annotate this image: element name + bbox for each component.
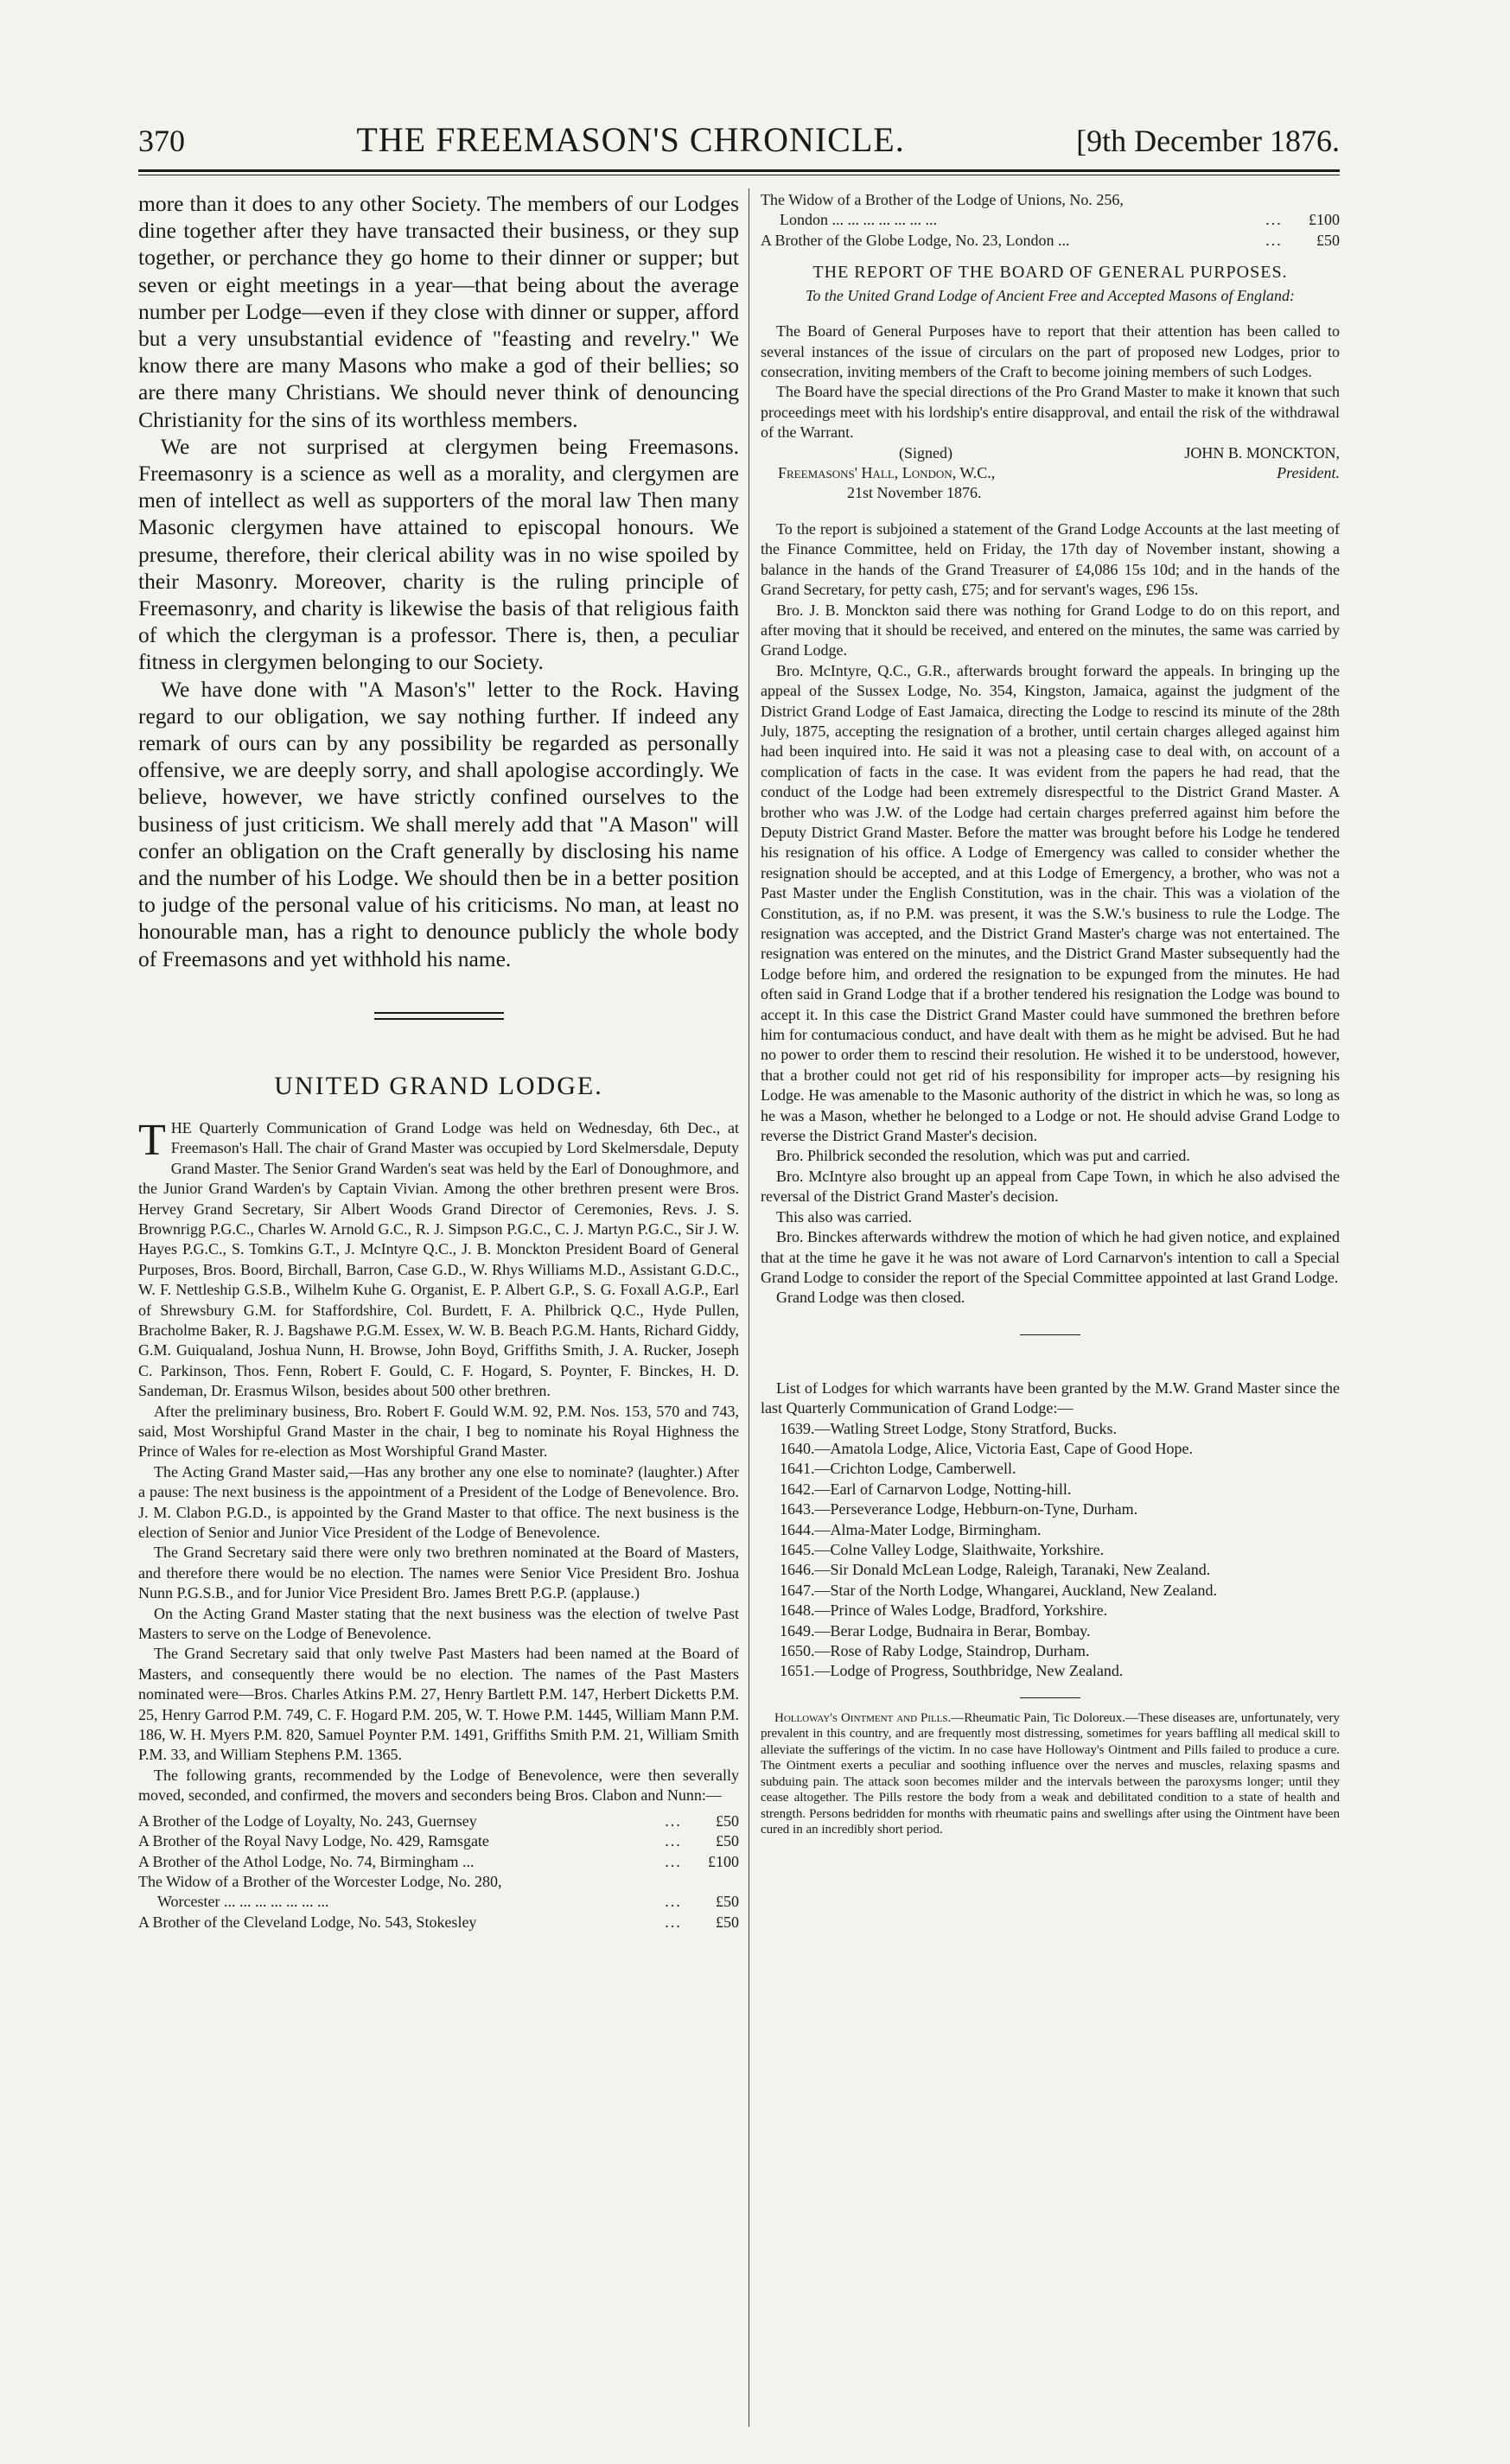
advert-paragraph (761, 1710, 1340, 1838)
proceedings-paragraph: To the report is subjoined a statement of the Grand Lodge Accounts at the last meeting of the Finance Committee, held on Friday, the 17th day of November instant, showing a balance in the hands of the Grand Treasurer of £4,086 15s 10d; and in the hands of the Grand Secretary, for petty cash, £75; and for servant's wages, £96 15s. (761, 519, 1340, 599)
right-column (761, 190, 1340, 1838)
grant-row: The Widow of a Brother of the Worcester Lodge, No. 280, (138, 1872, 502, 1890)
report-paragraph: The Board have the special directions of the Pro Grand Master to make it known that such proceedings meet with his lordship's entire disapproval, and entail the risk of the withdrawal of the Warrant. (761, 383, 1340, 442)
lodge-paragraph: The Grand Secretary said that only twelve Past Masters had been named at the Board of Masters, and consequently there would be no election. The names of the Past Masters nominated were—Bros. Charles Atkins P.M. 27, Henry Bartlett P.M. 147, Herbert Dicketts P.M. 25, Henry Garrod P.M. 749, C. F. Hogard P.M. 205, W. T. Howe P.M. 1445, William Mann P.M. 186, W. H. Myers P.M. 820, Samuel Poynter P.M. 1491, Griffiths Smith P.M. 21, William Smith P.M. 33, and William Stephens P.M. 1365. (138, 1645, 739, 1764)
lodge-paragraph: The Grand Secretary said there were only two brethren nominated at the Board of Masters, and therefore there would be no election. The names were Senior Vice President Bro. Joshua Nunn P.G.S.B., and for Junior Vice President Bro. James Brett P.G.P. (applause.) (138, 1544, 739, 1602)
list-item: 1648.—Prince of Wales Lodge, Bradford, Yorkshire. (780, 1601, 1108, 1620)
signature-place-line: Freemasons' Hall, London, W.C., President. (778, 464, 1340, 482)
list-item: 1639.—Watling Street Lodge, Stony Stratford, Bucks. (780, 1419, 1118, 1437)
signature-line: (Signed) JOHN B. MONCKTON, (761, 443, 1340, 463)
lodge-first-paragraph: THE Quarterly Communication of Grand Lodge was held on Wednesday, 6th Dec., at Freemason's Hall. The chair of Grand Master was occupied by Lord Skelmersdale, Deputy Grand Master. The Senior Grand Warden's seat was held by the Earl of Donoughmore, and the Junior Grand Warden's by Captain Vivian. Among the other brethren present were Bros. Hervey Grand Secretary, Sir Albert Woods Grand Director of Ceremonies, Revs. J. S. Brownrigg P.G.C., Charles W. Arnold G.C., R. J. Simpson P.G.C., C. J. Martyn P.G.C., Sir J. W. Hayes P.G.C., S. Tomkins G.T., J. McIntyre Q.C., J. B. Monckton President Board of General Purposes, Bros. Boord, Birchall, Barron, Case G.D., W. Rhys Williams M.D., Assistant G.D.C., W. F. Nettleship G.S.B., Wilhelm Kuhe G. Organist, E. P. Albert G.P., S. G. Foxall A.G.P., Earl of Shrewsbury G.M. for Staffordshire, Col. Burdett, F. A. Philbrick Q.C., Hyde Pullen, Bracholme Baker, R. J. Bagshawe P.G.M. Essex, W. W. B. Beach P.G.M. Hants, Richard Giddy, G.M. Guiqualand, Joshua Nunn, H. Browse, John Boyd, Griffiths Smith, J. A. Rucker, Joseph C. Parkinson, Thos. Fenn, Robert F. Gould, C. F. Hogard, S. Poynter, F. Binckes, H. D. Sandeman, Dr. Erasmus Wilson, besides about 500 other brethren. (138, 1115, 739, 1400)
list-item: 1646.—Sir Donald McLean Lodge, Raleigh, Taranaki, New Zealand. (780, 1561, 1211, 1579)
grant-row: The Widow of a Brother of the Lodge of Unions, No. 256, (761, 191, 1124, 208)
list-item: 1642.—Earl of Carnarvon Lodge, Notting-hill. (780, 1480, 1072, 1498)
grand-lodge-report (138, 1115, 739, 1932)
lodge-list (761, 1419, 1340, 1682)
left-column (138, 190, 739, 1932)
signature-date: 21st November 1876. (847, 484, 982, 502)
list-item: 1641.—Crichton Lodge, Camberwell. (780, 1460, 1016, 1478)
list-item: 1650.—Rose of Raby Lodge, Staindrop, Durham. (780, 1642, 1090, 1659)
editorial-paragraph: more than it does to any other Society. The members of our Lodges dine together after they have transacted their business, or they sup together, or perchance they go home to their dinner or supper; but seven or eight meetings in a year—that being about the average number per Lodge—even if they close with dinner or supper, afford but a very unsubstantial evidence of "feasting and revelry." We know there are many Masons who make a god of their bellies; so are there many Christians. We should never think of denouncing Christianity for the sins of its worthless members. (138, 191, 739, 432)
proceedings-paragraph: Bro. Binckes afterwards withdrew the motion of which he had given notice, and explained that at the time he gave it he was not aware of Lord Carnarvon's intention to call a Special Grand Lodge to consider the report of the Special Committee appointed at last Grand Lodge. (761, 1228, 1340, 1286)
grant-row: A Brother of the Athol Lodge, No. 74, Birmingham ... ... £100 (138, 1852, 739, 1870)
lodge-list-intro: List of Lodges for which warrants have been granted by the M.W. Grand Master since the last Quarterly Communication of Grand Lodge:— (761, 1378, 1340, 1417)
lodge-paragraph: The Acting Grand Master said,—Has any brother any one else to nominate? (laughter.) After a pause: The next business is the appointment of a President of the Lodge of Benevolence. Bro. J. M. Clabon P.G.D., is appointed by the Grand Master to that office. The next business is the election of Senior and Junior Vice President of the Lodge of Benevolence. (138, 1462, 739, 1542)
list-item: 1640.—Amatola Lodge, Alice, Victoria East, Cape of Good Hope. (780, 1439, 1193, 1457)
lodge-paragraph: The following grants, recommended by the Lodge of Benevolence, were then severally moved, seconded, and confirmed, the movers and seconders being Bros. Clabon and Nunn:— (138, 1766, 739, 1805)
list-item: 1649.—Berar Lodge, Budnaira in Berar, Bombay. (780, 1621, 1091, 1639)
grant-row: Worcester ... ... ... ... ... ... ... ... £50 (157, 1893, 739, 1911)
editorial-paragraph: We are not surprised at clergymen being Freemasons. Freemasonry is a science as well as a morality, and clergymen are men of intellect as well as supporters of the moral law Then many Masonic clergymen have attained to episcopal honours. We presume, therefore, their clerical ability was in no wise spoiled by their Masonry. Moreover, charity is the ruling principle of Freemasonry, and charity is likewise the basis of that religious faith of which the clergyman is a professor. There is, then, a peculiar fitness in clergymen belonging to our Society. (138, 433, 739, 675)
advert-body: —Rheumatic Pain, Tic Doloreux.—These diseases are, unfortunately, very prevalent in this country, and are frequently most distressing, sometimes for years baffling all medical skill to alleviate the sufferings of the victim. In no case have Holloway's Ointment and Pills failed to produce a cure. The Ointment exerts a peculiar and soothing influence over the nerves and muscles, relaxing spasms and subduing pain. The attack soon becomes milder and the intervals between the paroxysms longer; until they cease altogether. The Pills restore the body from a weak and debilitated condition to a state of health and strength. Persons bedridden for months with rheumatic pains and swellings after using the Ointment have been cured in an incredibly short period. (761, 1710, 1340, 1837)
report-address: To the United Grand Lodge of Ancient Free and Accepted Masons of England: (806, 287, 1295, 305)
grant-row: A Brother of the Royal Navy Lodge, No. 429, Ramsgate ... £50 (138, 1832, 739, 1850)
lodge-paragraph: After the preliminary business, Bro. Robert F. Gould W.M. 92, P.M. Nos. 153, 570 and 743, said, Most Worshipful Grand Master in the chair, I beg to nominate his Royal Highness the Prince of Wales for re-election as Most Worshipful Grand Master. (138, 1402, 739, 1461)
list-item: 1645.—Colne Valley Lodge, Slaithwaite, Yorkshire. (780, 1540, 1105, 1558)
proceedings-paragraph: Bro. J. B. Monckton said there was nothing for Grand Lodge to do on this report, and after moving that it should be received, and entered on the minutes, the same was carried by Grand Lodge. (761, 601, 1340, 659)
masthead (138, 119, 1340, 166)
list-item: 1643.—Perseverance Lodge, Hebburn-on-Tyne, Durham. (780, 1500, 1138, 1519)
report-paragraph: The Board of General Purposes have to report that their attention has been called to several instances of the issue of circulars on the part of proposed new Lodges, prior to consecration, inviting members of the Craft to become joining members of such Lodges. (761, 322, 1340, 381)
proceedings-paragraph: Bro. McIntyre, Q.C., G.R., afterwards brought forward the appeals. In bringing up the appeal of the Sussex Lodge, No. 354, Kingston, Jamaica, against the judgment of the District Grand Lodge of East Jamaica, directing the Lodge to rescind its minute of the 28th July, 1875, accepting the resignation of a brother, until certain charges alleged against him had been inquired into. He said it was not a pleasing case to deal with, on account of a complication of facts in the case. It was evident from the papers he had read, that the conduct of the Lodge had been extremely disrespectful to the District Grand Master. A brother who was J.W. of the Lodge had certain charges preferred against him before the Deputy District Grand Master. Before the matter was brought before his Lodge he tendered his resignation of his office. A Lodge of Emergency was called to consider whether the resignation should be accepted, and at this Lodge of Emergency, a brother, who was not a Past Master under the English Constitution, was in the chair. This was a violation of the Constitution, as, if no P.M. was present, it was the S.W.'s business to rule the Lodge. The resignation was accepted, and the District Grand Master's charge was not entertained. The resignation was entered on the minutes, and the District Grand Master subsequently had the Lodge before him, and ordered the resignation to be expunged from the minutes. He had often said in Grand Lodge that if a brother tendered his resignation the Lodge was bound to accept it. In this case the District Grand Master could have summoned the brethren before him for contumacious conduct, and have dealt with them as he might be advised. But he had no power to order them to rescind their resolution. He wished it to be understood, however, that a brother could not get rid of his responsibility for improper acts—by resigning his Lodge. He was amenable to the Masonic authority of the district in which he was, so long as he was a Mason, whether he belonged to a Lodge or not. He should advise Grand Lodge to reverse the District Grand Master's decision. (761, 661, 1340, 1145)
signatory-name: JOHN B. MONCKTON, (1184, 443, 1340, 462)
report-heading: THE REPORT OF THE BOARD OF GENERAL PURPOSES. (812, 263, 1288, 283)
grant-row: A Brother of the Lodge of Loyalty, No. 243, Guernsey ... £50 (138, 1811, 739, 1830)
publication-title: THE FREEMASON'S CHRONICLE. (356, 120, 905, 159)
proceedings-paragraph: Grand Lodge was then closed. (776, 1289, 965, 1307)
proceedings-paragraph: Bro. McIntyre also brought up an appeal from Cape Town, in which he also advised the reversal of the District Grand Master's decision. (761, 1167, 1340, 1206)
lodge-paragraph: On the Acting Grand Master stating that the next business was the election of twelve Past Masters to serve on the Lodge of Benevolence. (138, 1604, 739, 1643)
page-number: 370 (138, 124, 185, 158)
section-title: UNITED GRAND LODGE. (274, 1071, 603, 1100)
editorial-text (138, 190, 739, 972)
drop-cap: T (138, 1115, 166, 1165)
advert-title: Holloway's Ointment and Pills. (774, 1710, 952, 1725)
grant-list (138, 1811, 739, 1932)
grant-row: London ... ... ... ... ... ... ... ... £100 (780, 211, 1340, 229)
list-item: 1651.—Lodge of Progress, Southbridge, New Zealand. (780, 1662, 1124, 1680)
grant-row: A Brother of the Cleveland Lodge, No. 543, Stokesley ... £50 (138, 1913, 739, 1931)
header-rule (138, 169, 1340, 172)
advert-rule (1020, 1697, 1080, 1698)
issue-date: [9th December 1876. (1076, 124, 1340, 158)
list-item: 1644.—Alma-Mater Lodge, Birmingham. (780, 1520, 1042, 1538)
editorial-paragraph: We have done with "A Mason's" letter to the Rock. Having regard to our obligation, we say nothing further. If indeed any remark of ours can by any possibility be regarded as personally offensive, we are deeply sorry, and shall apologise accordingly. We believe, however, we have strictly confined ourselves to the business of just criticism. We shall merely add that "A Mason" will confer an obligation on the Craft generally by disclosing his name and the number of his Lodge. We should then be in a better position to judge of the personal value of his criticisms. No man, at least no honourable man, has a right to denounce publicly the whole body of Freemasons and yet withhold his name. (138, 676, 739, 971)
advertisement (761, 1710, 1340, 1838)
proceedings-paragraph: Bro. Philbrick seconded the resolution, which was put and carried. (776, 1147, 1190, 1165)
list-item: 1647.—Star of the North Lodge, Whangarei, Auckland, New Zealand. (780, 1581, 1218, 1599)
section-separator (374, 1012, 504, 1020)
proceedings-paragraph: This also was carried. (776, 1207, 912, 1226)
grant-row: A Brother of the Globe Lodge, No. 23, London ... ... £50 (761, 231, 1340, 249)
